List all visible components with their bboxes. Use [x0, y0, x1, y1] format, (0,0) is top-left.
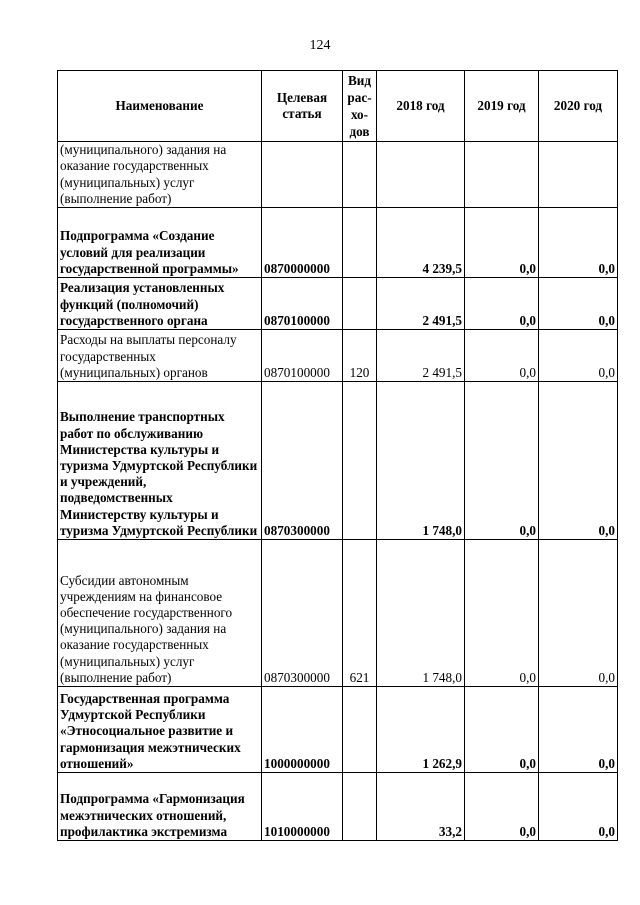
cell-2019: 0,0 — [465, 687, 539, 773]
cell-2019 — [465, 142, 539, 208]
table-row — [58, 142, 618, 208]
cell-name: Подпрограмма «Гармонизация межэтнических отношений, профилактика экстремизма — [58, 773, 262, 841]
cell-2018: 2 491,5 — [377, 278, 465, 330]
cell-expense-type — [343, 142, 377, 208]
cell-2019: 0,0 — [465, 382, 539, 540]
cell-name: Выполнение транспортных работ по обслуживанию Министерства культуры и туризма Удмуртской Республики и учреждений, подведомственных Министерству культуры и туризма Удмуртской Республики — [58, 382, 262, 540]
cell-2020: 0,0 — [539, 208, 618, 278]
cell-name: (муниципального) задания на оказание государственных (муниципальных) услуг (выполнение работ) — [58, 142, 262, 208]
cell-2020 — [539, 142, 618, 208]
cell-2018: 2 491,5 — [377, 330, 465, 382]
cell-name: Реализация установленных функций (полномочий) государственного органа — [58, 278, 262, 330]
table-row — [58, 382, 618, 540]
cell-2018: 33,2 — [377, 773, 465, 841]
cell-target — [262, 142, 343, 208]
header-2019: 2019 год — [465, 71, 539, 142]
cell-target: 0870000000 — [262, 208, 343, 278]
cell-target: 0870300000 — [262, 382, 343, 540]
cell-2019: 0,0 — [465, 540, 539, 687]
cell-expense-type — [343, 687, 377, 773]
cell-expense-type — [343, 382, 377, 540]
cell-expense-type: 621 — [343, 540, 377, 687]
cell-target: 0870100000 — [262, 330, 343, 382]
table-row — [58, 278, 618, 330]
cell-expense-type — [343, 208, 377, 278]
cell-2019: 0,0 — [465, 278, 539, 330]
cell-name: Субсидии автономным учреждениям на финансовое обеспечение государственного (муниципального) задания на оказание государственных (муниципальных) услуг (выполнение работ) — [58, 540, 262, 687]
table-header-row — [58, 71, 618, 142]
cell-2018: 4 239,5 — [377, 208, 465, 278]
cell-2020: 0,0 — [539, 278, 618, 330]
cell-expense-type — [343, 278, 377, 330]
table-row — [58, 208, 618, 278]
budget-table — [57, 70, 618, 841]
cell-target: 1000000000 — [262, 687, 343, 773]
header-2018: 2018 год — [377, 71, 465, 142]
header-name: Наименование — [58, 71, 262, 142]
table-row — [58, 773, 618, 841]
header-expense-type: Вид рас-хо-дов — [343, 71, 377, 142]
cell-expense-type — [343, 773, 377, 841]
cell-2020: 0,0 — [539, 540, 618, 687]
table-row — [58, 687, 618, 773]
table-row — [58, 330, 618, 382]
cell-2018: 1 262,9 — [377, 687, 465, 773]
cell-2018: 1 748,0 — [377, 540, 465, 687]
cell-2020: 0,0 — [539, 773, 618, 841]
cell-2019: 0,0 — [465, 330, 539, 382]
cell-expense-type: 120 — [343, 330, 377, 382]
header-target: Целевая статья — [262, 71, 343, 142]
cell-target: 1010000000 — [262, 773, 343, 841]
table-row — [58, 540, 618, 687]
cell-2020: 0,0 — [539, 687, 618, 773]
cell-2018: 1 748,0 — [377, 382, 465, 540]
cell-2020: 0,0 — [539, 330, 618, 382]
cell-2020: 0,0 — [539, 382, 618, 540]
cell-name: Подпрограмма «Создание условий для реализации государственной программы» — [58, 208, 262, 278]
cell-target: 0870100000 — [262, 278, 343, 330]
cell-2019: 0,0 — [465, 208, 539, 278]
cell-name: Расходы на выплаты персоналу государственных (муниципальных) органов — [58, 330, 262, 382]
page-number: 124 — [309, 38, 331, 53]
cell-2019: 0,0 — [465, 773, 539, 841]
cell-target: 0870300000 — [262, 540, 343, 687]
table-body — [58, 142, 618, 841]
header-2020: 2020 год — [539, 71, 618, 142]
cell-2018 — [377, 142, 465, 208]
cell-name: Государственная программа Удмуртской Республики «Этносоциальное развитие и гармонизация межэтнических отношений» — [58, 687, 262, 773]
